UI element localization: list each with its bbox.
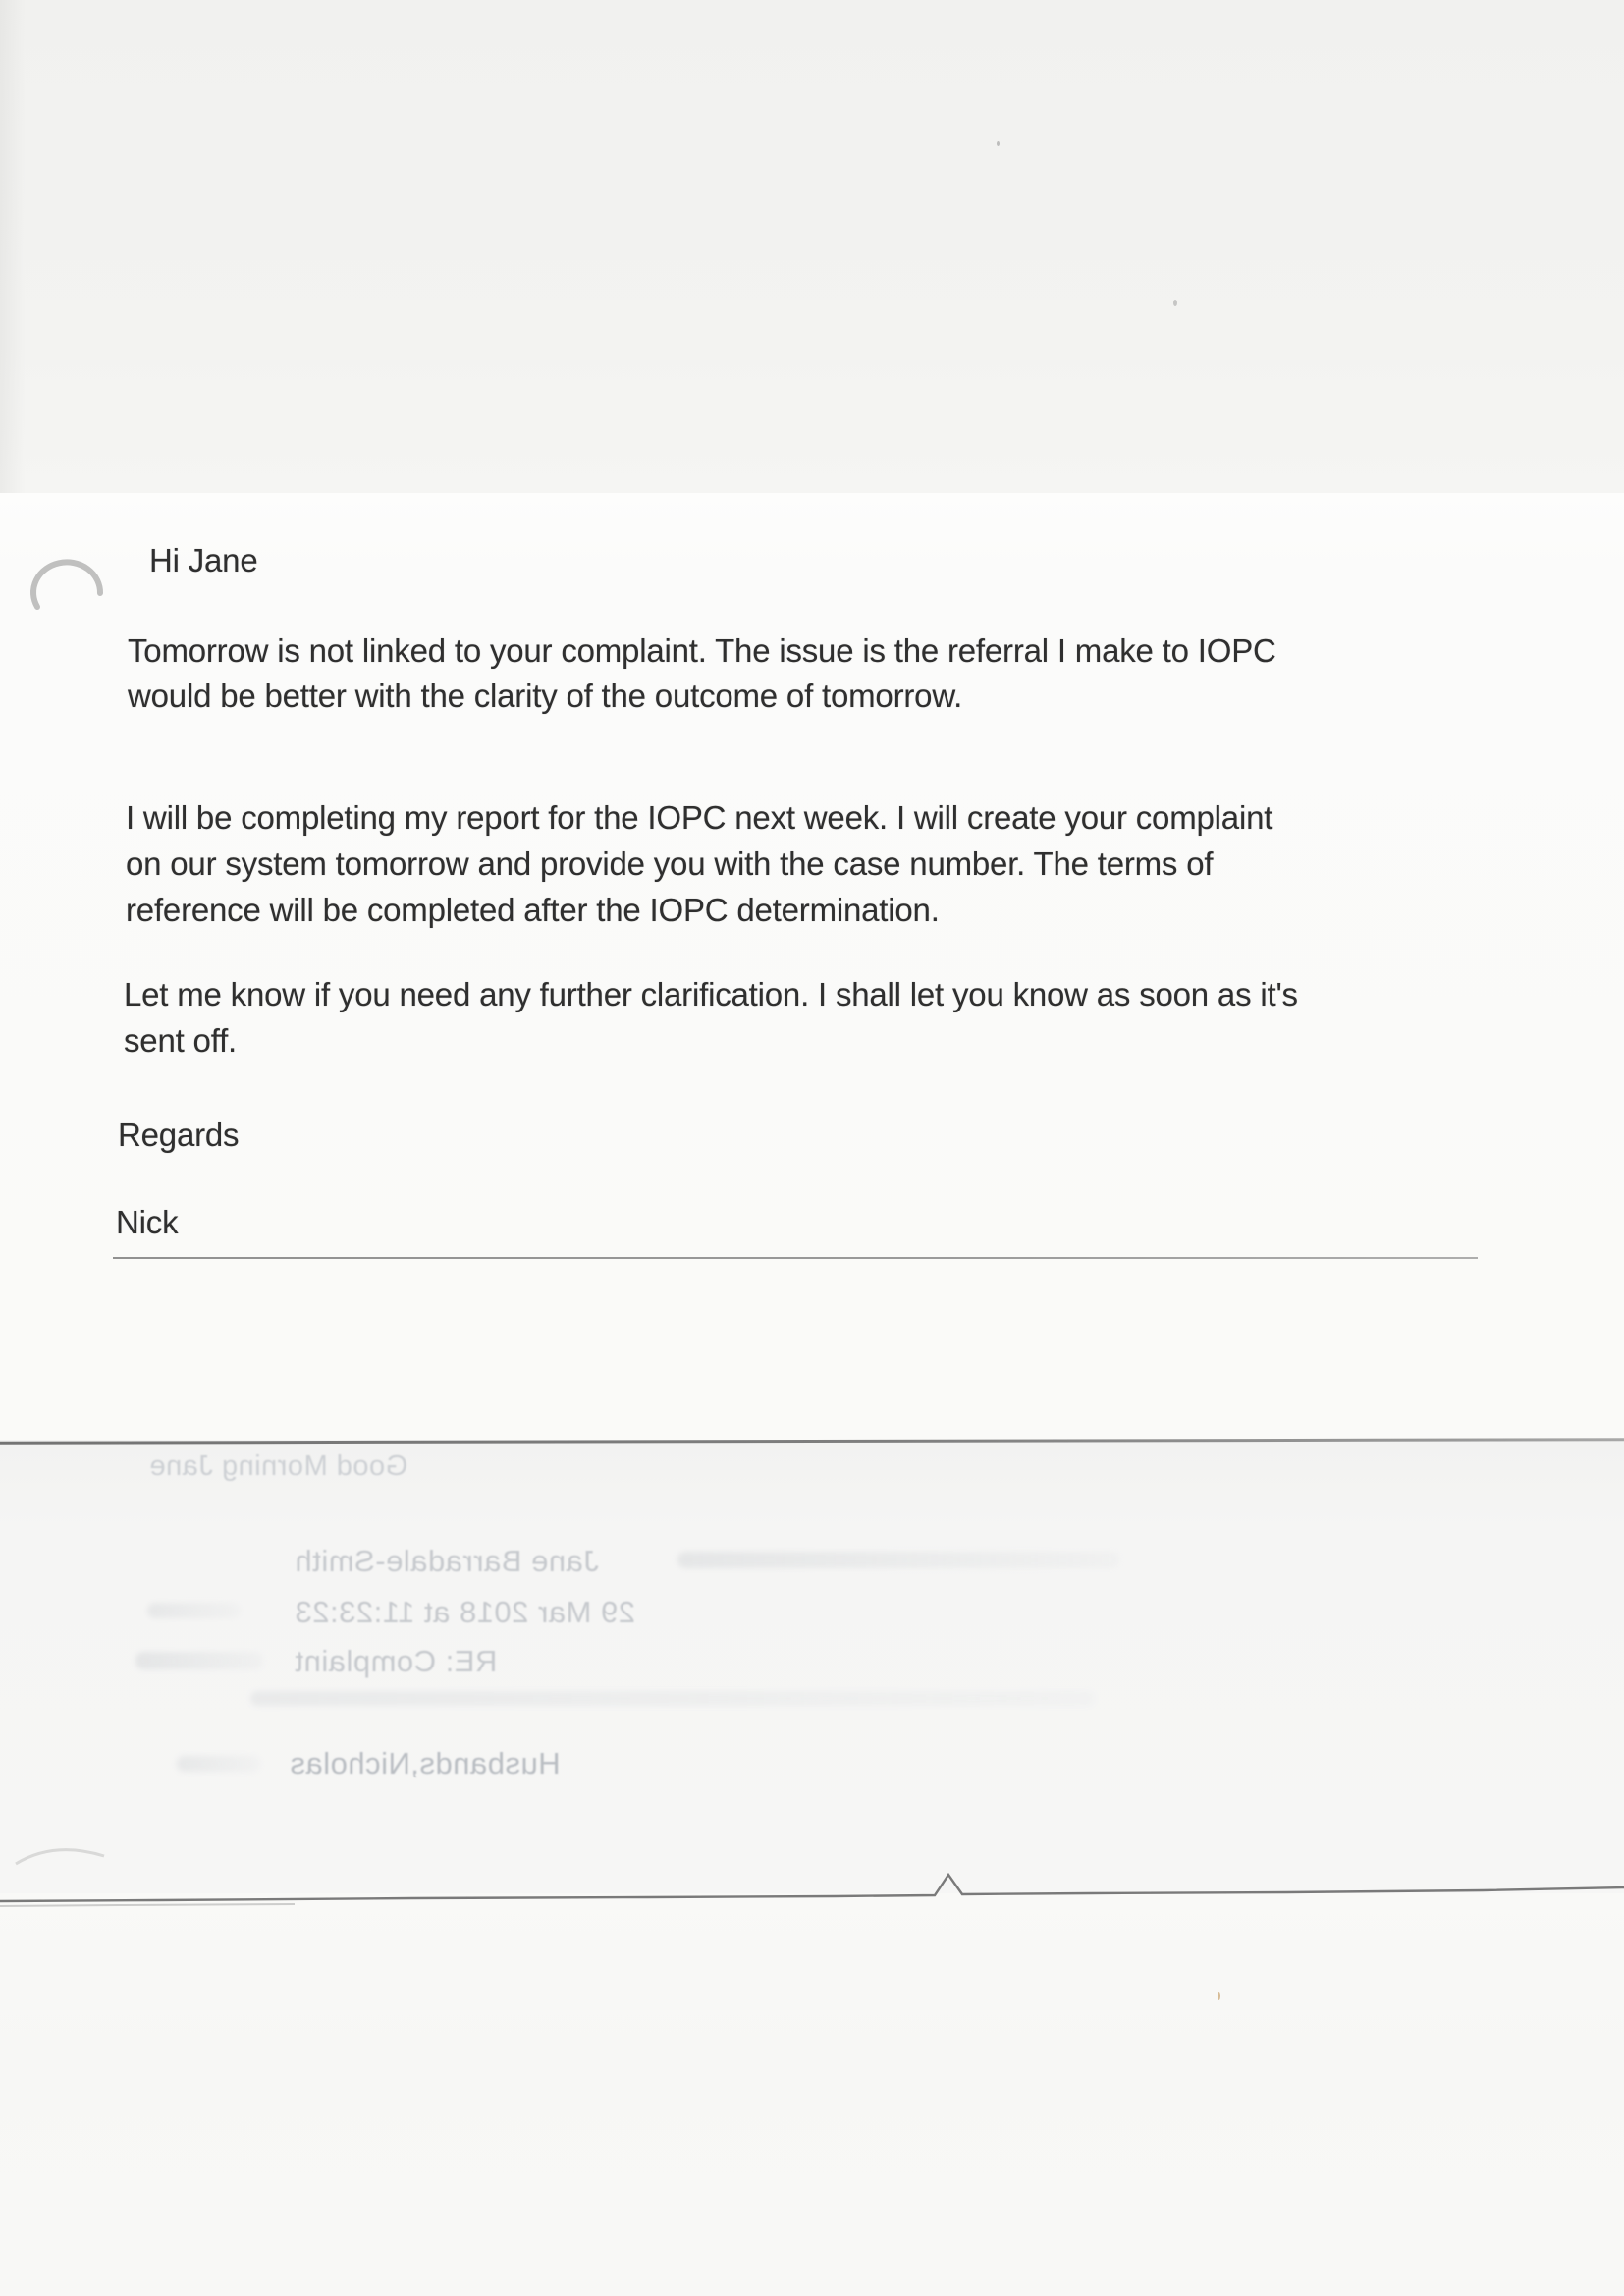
paragraph-line: Tomorrow is not linked to your complaint. The issue is the referral I make to IOPC: [128, 632, 1276, 669]
bleed-date-mirrored: 29 Mar 2018 at 11:23:23: [295, 1595, 636, 1629]
paragraph-line: Let me know if you need any further clarification. I shall let you know as soon as it's: [124, 976, 1298, 1012]
paragraph-line: reference will be completed after the IOPC determination.: [126, 892, 940, 928]
signature-name: Nick: [116, 1204, 179, 1240]
illegible-bleed-label: [177, 1756, 260, 1772]
greeting-line: Hi Jane: [149, 542, 258, 578]
bleed-sender-mirrored: Husbands,Nicholas: [290, 1746, 561, 1780]
scan-speck: [1218, 1992, 1220, 2000]
paragraph-line: sent off.: [124, 1022, 238, 1059]
illegible-bleed-smudge: [250, 1691, 1095, 1706]
paragraph-line: would be better with the clarity of the outcome of tomorrow.: [128, 678, 963, 714]
paragraph-line: I will be completing my report for the IOPC next week. I will create your complaint: [126, 799, 1273, 836]
paragraph-line: on our system tomorrow and provide you with the case number. The terms of: [126, 846, 1214, 882]
signature-rule: [113, 1257, 1478, 1259]
illegible-bleed-label: [135, 1652, 263, 1669]
paper-band-top: [0, 0, 1624, 493]
scan-speck: [997, 141, 1000, 146]
bleed-greeting-mirrored: Good Morning Jane: [149, 1450, 408, 1482]
bleed-recipient-mirrored: Jane Barradale-Smith: [295, 1544, 599, 1578]
signoff-line: Regards: [118, 1117, 240, 1153]
illegible-bleed-label: [147, 1603, 241, 1618]
scan-speck: [1173, 300, 1177, 306]
bleed-subject-mirrored: RE: Complaint: [295, 1644, 498, 1678]
paper-band-bottom: [0, 1893, 1624, 2296]
illegible-bleed-smudge: [677, 1552, 1119, 1568]
